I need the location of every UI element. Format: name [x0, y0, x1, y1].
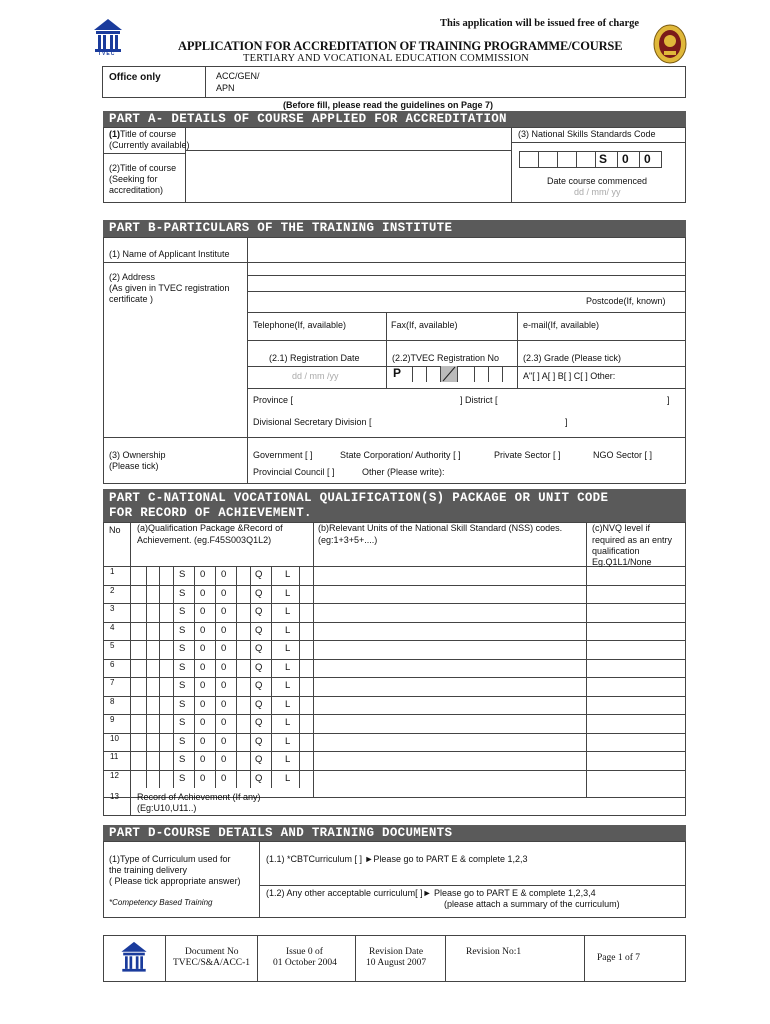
nss-code-s: S: [599, 152, 608, 166]
row13-field[interactable]: [314, 798, 685, 815]
code-letter: S: [179, 772, 186, 784]
nss-code-0b: 0: [644, 152, 651, 166]
code-letter: 0: [221, 680, 227, 691]
institute-name-label: (1) Name of Applicant Institute: [109, 249, 230, 259]
ownership-government[interactable]: Government [ ]: [253, 450, 313, 460]
row-number: 6: [110, 659, 115, 669]
col-a-l1: [137, 523, 283, 533]
qualification-row[interactable]: [103, 659, 686, 678]
code-letter: S: [179, 643, 186, 654]
code-letter: Q: [255, 661, 263, 673]
code-letter: 0: [221, 569, 227, 580]
row-number: 1: [110, 567, 115, 576]
district-close: ]: [667, 395, 670, 405]
footer-logo: [118, 941, 150, 977]
title-seeking-field[interactable]: [186, 151, 510, 202]
code-letter: 0: [221, 587, 227, 599]
code-letter: 0: [200, 680, 206, 691]
code-letter: Q: [255, 587, 263, 599]
row13-l2: (Eg:U10,U11..): [137, 803, 197, 813]
col-no: No: [109, 525, 121, 535]
code-letter: Q: [255, 754, 263, 765]
row-number: 12: [110, 770, 119, 780]
col-c-l4: Eg.Q1L1/None: [592, 557, 652, 567]
ds-division-label: Divisional Secretary Division [: [253, 417, 372, 427]
code-letter: 0: [200, 624, 206, 636]
code-letter: 0: [200, 606, 206, 617]
code-letter: 0: [221, 643, 227, 654]
curriculum-option-cbt[interactable]: (1.1) *CBTCurriculum [ ] ►Please go to PART E & complete 1,2,3: [266, 854, 528, 864]
code-letter: S: [179, 717, 186, 728]
tvec-logo: [92, 18, 124, 58]
qualification-row[interactable]: [103, 770, 686, 789]
col-c-l1: (c)NVQ level if: [592, 523, 651, 533]
office-only-label: Office only: [109, 72, 161, 83]
code-letter: 0: [200, 698, 206, 710]
title-current-num: (1): [109, 129, 120, 139]
col-a-l2: Achievement. (eg.F45S003Q1L2): [137, 535, 272, 545]
code-letter: L: [285, 772, 291, 784]
code-letter: L: [285, 661, 291, 673]
address-l3: certificate ): [109, 294, 154, 304]
code-letter: 0: [200, 569, 206, 580]
row13-l1: Record of Achievement (If any): [137, 792, 261, 802]
row-number: 4: [110, 622, 115, 632]
title-current-field[interactable]: [186, 128, 510, 149]
guidelines-note: (Before fill, please read the guidelines on Page 7): [283, 100, 494, 110]
code-letter: L: [285, 624, 291, 636]
code-letter: S: [179, 606, 186, 617]
office-code-line1: ACC/GEN/: [216, 71, 260, 81]
curriculum-type-l2: the training delivery: [109, 865, 188, 875]
code-letter: 0: [221, 698, 227, 710]
ownership-provincial[interactable]: Provincial Council [ ]: [253, 467, 335, 477]
nss-code-label: (3) National Skills Standards Code: [518, 129, 656, 139]
title-seeking-l1: (2)Title of course: [109, 163, 177, 173]
doc-no-label: Document No: [185, 947, 239, 957]
row-number: 9: [110, 715, 115, 724]
fax-label: Fax(If, available): [391, 320, 458, 330]
row-number: 5: [110, 641, 115, 650]
revision-date: 10 August 2007: [366, 958, 427, 968]
code-letter: L: [285, 717, 291, 728]
row-number: 8: [110, 696, 115, 706]
cbt-footnote: *Competency Based Training: [109, 898, 213, 907]
title-seeking-l2: (Seeking for: [109, 174, 158, 184]
code-letter: 0: [200, 754, 206, 765]
qualification-row[interactable]: [103, 733, 686, 752]
revision-no: Revision No:1: [466, 947, 522, 957]
grade-options[interactable]: A"[ ] A[ ] B[ ] C[ ] Other:: [523, 371, 616, 381]
province-label: Province [: [253, 395, 294, 405]
ownership-l1: (3) Ownership: [109, 450, 166, 460]
date-commenced-label: Date course commenced: [547, 176, 648, 186]
qualification-row[interactable]: [103, 714, 686, 733]
code-letter: L: [285, 606, 291, 617]
col-b-l2: (eg:1+3+5+....): [318, 535, 378, 545]
code-letter: L: [285, 680, 291, 691]
part-d-heading: PART D-COURSE DETAILS AND TRAINING DOCUMENTS: [103, 825, 686, 841]
col-c-l2: required as an entry: [592, 535, 673, 545]
curriculum-option-other[interactable]: (1.2) Any other acceptable curriculum[ ]► Please go to PART E & complete 1,2,3,4: [266, 888, 596, 898]
address-l2: (As given in TVEC registration: [109, 283, 230, 293]
reg-no-label: (2.2)TVEC Registration No: [392, 353, 500, 363]
code-letter: 0: [221, 754, 227, 765]
postcode-label: Postcode(If, known): [586, 296, 666, 306]
code-letter: L: [285, 587, 291, 599]
row-number: 7: [110, 678, 115, 687]
nss-code-boxes: [519, 151, 662, 168]
nss-code-0a: 0: [622, 152, 629, 166]
title-current-text: Title of course: [120, 129, 177, 139]
code-letter: 0: [221, 772, 227, 784]
code-letter: S: [179, 624, 186, 636]
qualification-row[interactable]: [103, 622, 686, 641]
code-letter: S: [179, 569, 186, 580]
code-letter: S: [179, 735, 186, 747]
issue-date: 01 October 2004: [273, 958, 337, 968]
commission-name: TERTIARY AND VOCATIONAL EDUCATION COMMISSION: [243, 53, 530, 64]
code-letter: Q: [255, 624, 263, 636]
telephone-label: Telephone(If, available): [253, 320, 347, 330]
code-letter: L: [285, 754, 291, 765]
code-letter: L: [285, 735, 291, 747]
doc-no: TVEC/S&A/ACC-1: [173, 958, 251, 968]
row13-no: 13: [110, 792, 119, 801]
page-number: Page 1 of 7: [597, 953, 641, 963]
reg-prefix: P: [393, 366, 402, 380]
grade-label: (2.3) Grade (Please tick): [523, 353, 622, 363]
code-letter: Q: [255, 772, 263, 784]
curriculum-option-other-note: (please attach a summary of the curriculum): [444, 899, 620, 909]
date-commenced-field[interactable]: dd / mm/ yy: [574, 187, 621, 197]
qualification-row[interactable]: [103, 603, 686, 622]
row-number: 2: [110, 585, 115, 595]
part-c-heading-l1: PART C-NATIONAL VOCATIONAL QUALIFICATION(S) PACKAGE OR UNIT CODE: [109, 491, 609, 505]
code-letter: Q: [255, 606, 263, 617]
ds-division-close: ]: [565, 417, 568, 427]
address-l1: (2) Address: [109, 272, 156, 282]
office-only-box: [102, 66, 686, 98]
code-letter: 0: [200, 772, 206, 784]
title-current-sub: (Currently available): [109, 140, 190, 150]
row-number: 3: [110, 604, 115, 613]
part-c-heading-l2: FOR RECORD OF ACHIEVEMENT.: [109, 506, 312, 520]
code-letter: 0: [221, 624, 227, 636]
code-letter: 0: [200, 661, 206, 673]
revision-date-label: Revision Date: [369, 947, 424, 957]
logo-text: TVEC: [98, 51, 116, 57]
part-a-heading: PART A- DETAILS OF COURSE APPLIED FOR ACCREDITATION: [103, 111, 686, 127]
curriculum-type-l1: (1)Type of Curriculum used for: [109, 854, 231, 864]
code-letter: S: [179, 680, 186, 691]
code-letter: 0: [200, 717, 206, 728]
code-letter: S: [179, 661, 186, 673]
issue-label: Issue 0 of: [286, 947, 323, 957]
email-label: e-mail(If, available): [523, 320, 600, 330]
code-letter: Q: [255, 680, 263, 691]
reg-date-field[interactable]: dd / mm /yy: [292, 371, 339, 381]
national-emblem: [652, 24, 688, 64]
row-number: 11: [110, 752, 119, 761]
part-b-heading: PART B-PARTICULARS OF THE TRAINING INSTITUTE: [103, 220, 686, 237]
code-letter: Q: [255, 735, 263, 747]
qualification-row[interactable]: [103, 696, 686, 715]
col-a-text: (a)Qualification Package &Record of: [137, 523, 283, 533]
code-letter: L: [285, 643, 291, 654]
qualification-row[interactable]: [103, 640, 686, 659]
code-letter: Q: [255, 643, 263, 654]
qualification-row[interactable]: [103, 751, 686, 770]
form-title: APPLICATION FOR ACCREDITATION OF TRAINING PROGRAMME/COURSE: [178, 39, 623, 53]
ownership-l2: (Please tick): [109, 461, 159, 471]
row-number: 10: [110, 733, 119, 743]
code-letter: S: [179, 587, 186, 599]
district-label: ] District [: [460, 395, 498, 405]
ownership-private[interactable]: Private Sector [ ]: [494, 450, 561, 460]
curriculum-type-l3: ( Please tick appropriate answer): [109, 876, 241, 886]
code-letter: S: [179, 754, 186, 765]
code-letter: L: [285, 698, 291, 710]
code-letter: 0: [221, 606, 227, 617]
institute-name-field[interactable]: [248, 238, 685, 261]
col-b-l1: (b)Relevant Units of the National Skill Standard (NSS) codes.: [318, 523, 563, 533]
qualification-row[interactable]: [103, 677, 686, 696]
reg-no-boxes[interactable]: [386, 366, 517, 382]
code-letter: 0: [221, 717, 227, 728]
code-letter: Q: [255, 698, 263, 710]
code-letter: 0: [200, 643, 206, 654]
code-letter: 0: [200, 735, 206, 747]
code-letter: S: [179, 698, 186, 710]
free-of-charge-note: This application will be issued free of charge: [440, 18, 640, 29]
office-code-line2: APN: [216, 83, 235, 93]
code-letter: 0: [221, 661, 227, 673]
part-c-heading: [103, 489, 686, 522]
ownership-other[interactable]: Other (Please write):: [362, 467, 445, 477]
reg-date-label: (2.1) Registration Date: [269, 353, 360, 363]
code-letter: Q: [255, 717, 263, 728]
code-letter: 0: [221, 735, 227, 747]
title-current-label: [109, 129, 176, 139]
qualification-row[interactable]: [103, 566, 686, 585]
ownership-state[interactable]: State Corporation/ Authority [ ]: [340, 450, 461, 460]
col-c-l3: qualification: [592, 546, 640, 556]
qualification-row[interactable]: [103, 585, 686, 604]
code-letter: Q: [255, 569, 263, 580]
code-letter: 0: [200, 587, 206, 599]
code-letter: L: [285, 569, 291, 580]
title-seeking-l3: accreditation): [109, 185, 164, 195]
ownership-ngo[interactable]: NGO Sector [ ]: [593, 450, 653, 460]
